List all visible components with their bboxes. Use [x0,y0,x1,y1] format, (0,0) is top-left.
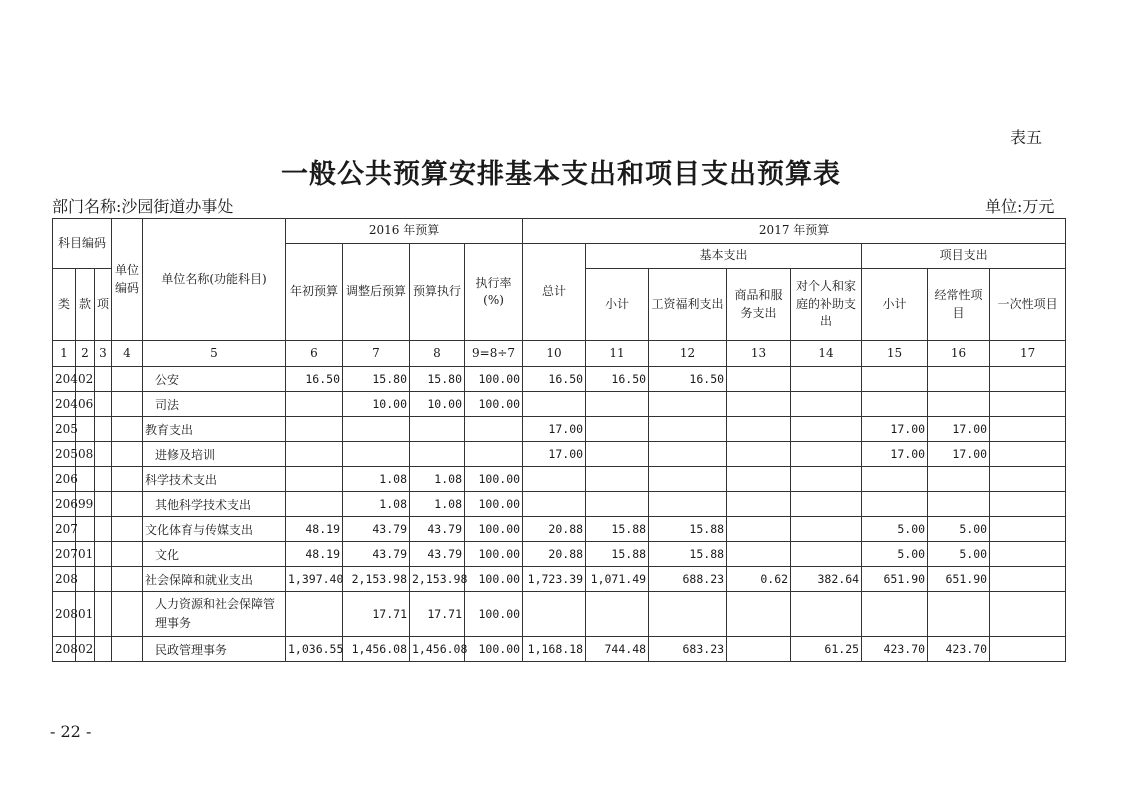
header-2016-rate: 执行率(%) [465,244,523,341]
cell-c7 [343,442,410,467]
cell-c11 [586,417,649,442]
cell-c9 [465,417,523,442]
cell-c6 [286,392,343,417]
cell-kuan [76,567,95,592]
header-basic-expense: 基本支出 [586,244,862,269]
cell-c15: 651.90 [862,567,928,592]
cell-c13 [727,492,791,517]
cell-xiang [95,492,112,517]
cell-c16 [928,367,990,392]
cell-c17 [990,567,1066,592]
cell-c7: 1,456.08 [343,637,410,662]
cell-c9: 100.00 [465,592,523,637]
cell-xiang [95,417,112,442]
cell-kuan: 01 [76,592,95,637]
cell-c13 [727,542,791,567]
cell-c11: 16.50 [586,367,649,392]
cell-c9: 100.00 [465,467,523,492]
cell-c15: 5.00 [862,517,928,542]
cell-c13 [727,517,791,542]
cell-c9 [465,442,523,467]
column-number: 4 [112,341,143,367]
budget-table [52,218,1066,662]
cell-c12: 15.88 [649,517,727,542]
table-row [53,637,1066,662]
cell-c11: 15.88 [586,517,649,542]
column-number: 7 [343,341,410,367]
cell-c15 [862,367,928,392]
column-number: 8 [410,341,465,367]
cell-c17 [990,467,1066,492]
cell-c10 [523,392,586,417]
page-title: 一般公共预算安排基本支出和项目支出预算表 [281,159,841,190]
cell-c7: 2,153.98 [343,567,410,592]
column-number: 1 [53,341,76,367]
cell-c16: 17.00 [928,417,990,442]
cell-c6 [286,492,343,517]
cell-c6 [286,417,343,442]
cell-xiang [95,517,112,542]
cell-c8 [410,442,465,467]
cell-c17 [990,492,1066,517]
cell-c12: 688.23 [649,567,727,592]
column-number: 6 [286,341,343,367]
cell-c11 [586,592,649,637]
header-total: 总计 [523,244,586,341]
cell-xiang [95,592,112,637]
header-basic-wages: 工资福利支出 [649,269,727,341]
header-project-subtotal: 小计 [862,269,928,341]
cell-c11: 744.48 [586,637,649,662]
cell-lei: 208 [53,637,76,662]
column-number: 13 [727,341,791,367]
cell-c14 [791,467,862,492]
cell-xiang [95,367,112,392]
cell-kuan: 02 [76,367,95,392]
cell-c15: 5.00 [862,542,928,567]
cell-c15: 423.70 [862,637,928,662]
cell-xiang [95,567,112,592]
cell-c10 [523,467,586,492]
column-number: 5 [143,341,286,367]
cell-c10: 17.00 [523,417,586,442]
cell-c10: 20.88 [523,542,586,567]
cell-c14 [791,592,862,637]
cell-c6 [286,467,343,492]
cell-c9: 100.00 [465,637,523,662]
cell-c12 [649,417,727,442]
cell-unit-name: 文化 [143,542,286,567]
header-kuan: 款 [76,269,95,341]
table-row [53,592,1066,637]
cell-c7: 17.71 [343,592,410,637]
cell-unit-name: 科学技术支出 [143,467,286,492]
cell-c13 [727,467,791,492]
cell-unit-code [112,637,143,662]
column-number: 16 [928,341,990,367]
cell-c12 [649,442,727,467]
header-2017-budget: 2017 年预算 [523,219,1066,244]
cell-c8: 43.79 [410,542,465,567]
cell-xiang [95,392,112,417]
table-row [53,417,1066,442]
cell-c8: 2,153.98 [410,567,465,592]
header-unit-name: 单位名称(功能科目) [143,219,286,341]
cell-lei: 206 [53,467,76,492]
cell-c9: 100.00 [465,542,523,567]
cell-c14: 61.25 [791,637,862,662]
cell-c16 [928,492,990,517]
cell-c14 [791,492,862,517]
header-subject-code: 科目编码 [53,219,112,269]
cell-c8: 1,456.08 [410,637,465,662]
cell-lei: 205 [53,417,76,442]
cell-kuan: 99 [76,492,95,517]
cell-c8: 15.80 [410,367,465,392]
cell-c13 [727,442,791,467]
cell-c8: 1.08 [410,492,465,517]
cell-c8: 10.00 [410,392,465,417]
cell-unit-code [112,367,143,392]
column-number: 12 [649,341,727,367]
cell-xiang [95,467,112,492]
cell-c12: 683.23 [649,637,727,662]
cell-unit-code [112,492,143,517]
cell-c8: 1.08 [410,467,465,492]
table-row [53,517,1066,542]
cell-c12 [649,392,727,417]
cell-c11: 15.88 [586,542,649,567]
cell-c11 [586,467,649,492]
cell-kuan: 06 [76,392,95,417]
column-number: 9=8÷7 [465,341,523,367]
cell-unit-code [112,567,143,592]
cell-c9: 100.00 [465,492,523,517]
cell-c10: 20.88 [523,517,586,542]
cell-c6 [286,442,343,467]
cell-unit-code [112,392,143,417]
cell-c10 [523,492,586,517]
cell-c6: 48.19 [286,542,343,567]
cell-lei: 204 [53,367,76,392]
cell-c16: 423.70 [928,637,990,662]
cell-lei: 206 [53,492,76,517]
header-project-recurring: 经常性项目 [928,269,990,341]
cell-c13 [727,592,791,637]
cell-c13 [727,417,791,442]
table-row [53,467,1066,492]
table-row [53,442,1066,467]
cell-c10: 17.00 [523,442,586,467]
header-lei: 类 [53,269,76,341]
cell-c14 [791,367,862,392]
cell-lei: 207 [53,542,76,567]
page-number: - 22 - [50,722,92,741]
cell-c6 [286,592,343,637]
cell-c12: 15.88 [649,542,727,567]
cell-c10: 1,723.39 [523,567,586,592]
cell-c14 [791,392,862,417]
cell-c17 [990,417,1066,442]
cell-c7: 43.79 [343,542,410,567]
cell-unit-name: 进修及培训 [143,442,286,467]
cell-c17 [990,442,1066,467]
column-number: 2 [76,341,95,367]
cell-c13: 0.62 [727,567,791,592]
header-project-onetime: 一次性项目 [990,269,1066,341]
cell-unit-code [112,417,143,442]
cell-c12 [649,592,727,637]
cell-c9: 100.00 [465,367,523,392]
cell-c8: 43.79 [410,517,465,542]
table-row [53,567,1066,592]
table-row [53,392,1066,417]
unit-label: 单位:万元 [985,197,1055,216]
header-basic-goods: 商品和服务支出 [727,269,791,341]
cell-xiang [95,542,112,567]
cell-unit-name: 公安 [143,367,286,392]
header-unit-code: 单位编码 [112,219,143,341]
cell-c7: 43.79 [343,517,410,542]
cell-c7: 10.00 [343,392,410,417]
cell-unit-name: 教育支出 [143,417,286,442]
cell-kuan: 02 [76,637,95,662]
header-project-expense: 项目支出 [862,244,1066,269]
cell-lei: 208 [53,592,76,637]
cell-c17 [990,542,1066,567]
cell-c11 [586,492,649,517]
table-row [53,367,1066,392]
cell-c12 [649,467,727,492]
table-label: 表五 [1010,128,1043,147]
cell-c9: 100.00 [465,567,523,592]
cell-c9: 100.00 [465,517,523,542]
cell-c11: 1,071.49 [586,567,649,592]
cell-c17 [990,517,1066,542]
cell-c14 [791,542,862,567]
header-basic-subtotal: 小计 [586,269,649,341]
header-2016-initial: 年初预算 [286,244,343,341]
cell-c15 [862,492,928,517]
cell-c16: 651.90 [928,567,990,592]
cell-c12 [649,492,727,517]
cell-kuan [76,517,95,542]
header-xiang: 项 [95,269,112,341]
cell-c15 [862,467,928,492]
cell-c8: 17.71 [410,592,465,637]
cell-c10: 16.50 [523,367,586,392]
cell-unit-name: 人力资源和社会保障管理事务 [143,592,286,637]
cell-c17 [990,392,1066,417]
cell-unit-name: 其他科学技术支出 [143,492,286,517]
cell-unit-code [112,592,143,637]
cell-c12: 16.50 [649,367,727,392]
column-number: 10 [523,341,586,367]
cell-unit-code [112,542,143,567]
cell-lei: 205 [53,442,76,467]
cell-c7: 15.80 [343,367,410,392]
cell-c10: 1,168.18 [523,637,586,662]
cell-c14: 382.64 [791,567,862,592]
header-2016-adjusted: 调整后预算 [343,244,410,341]
column-number-row [53,341,1066,367]
department-name: 部门名称:沙园街道办事处 [52,197,234,216]
column-number: 3 [95,341,112,367]
cell-unit-code [112,467,143,492]
cell-c17 [990,592,1066,637]
table-body [53,367,1066,662]
cell-kuan [76,417,95,442]
cell-c16: 17.00 [928,442,990,467]
cell-c14 [791,442,862,467]
cell-c15: 17.00 [862,442,928,467]
cell-kuan: 01 [76,542,95,567]
cell-c6: 16.50 [286,367,343,392]
cell-c14 [791,417,862,442]
cell-c10 [523,592,586,637]
cell-c16 [928,592,990,637]
cell-lei: 208 [53,567,76,592]
cell-c6: 1,397.40 [286,567,343,592]
column-number: 14 [791,341,862,367]
cell-c14 [791,517,862,542]
column-number: 17 [990,341,1066,367]
cell-unit-code [112,442,143,467]
cell-c6: 48.19 [286,517,343,542]
cell-unit-code [112,517,143,542]
cell-unit-name: 民政管理事务 [143,637,286,662]
cell-c11 [586,392,649,417]
cell-c7: 1.08 [343,467,410,492]
cell-c7 [343,417,410,442]
cell-c16: 5.00 [928,517,990,542]
cell-c16 [928,392,990,417]
cell-c9: 100.00 [465,392,523,417]
column-number: 15 [862,341,928,367]
header-basic-subsidy: 对个人和家庭的补助支出 [791,269,862,341]
cell-xiang [95,442,112,467]
table-row [53,542,1066,567]
cell-lei: 204 [53,392,76,417]
cell-xiang [95,637,112,662]
cell-c13 [727,637,791,662]
table-row [53,492,1066,517]
cell-c7: 1.08 [343,492,410,517]
cell-lei: 207 [53,517,76,542]
cell-c15: 17.00 [862,417,928,442]
cell-c8 [410,417,465,442]
cell-kuan [76,467,95,492]
column-number: 11 [586,341,649,367]
cell-c16 [928,467,990,492]
cell-unit-name: 司法 [143,392,286,417]
cell-c17 [990,637,1066,662]
header-2016-budget: 2016 年预算 [286,219,523,244]
cell-c13 [727,392,791,417]
cell-c15 [862,392,928,417]
cell-c6: 1,036.55 [286,637,343,662]
cell-c13 [727,367,791,392]
cell-c15 [862,592,928,637]
cell-c16: 5.00 [928,542,990,567]
cell-c11 [586,442,649,467]
header-2016-executed: 预算执行 [410,244,465,341]
cell-c17 [990,367,1066,392]
cell-unit-name: 社会保障和就业支出 [143,567,286,592]
cell-kuan: 08 [76,442,95,467]
cell-unit-name: 文化体育与传媒支出 [143,517,286,542]
